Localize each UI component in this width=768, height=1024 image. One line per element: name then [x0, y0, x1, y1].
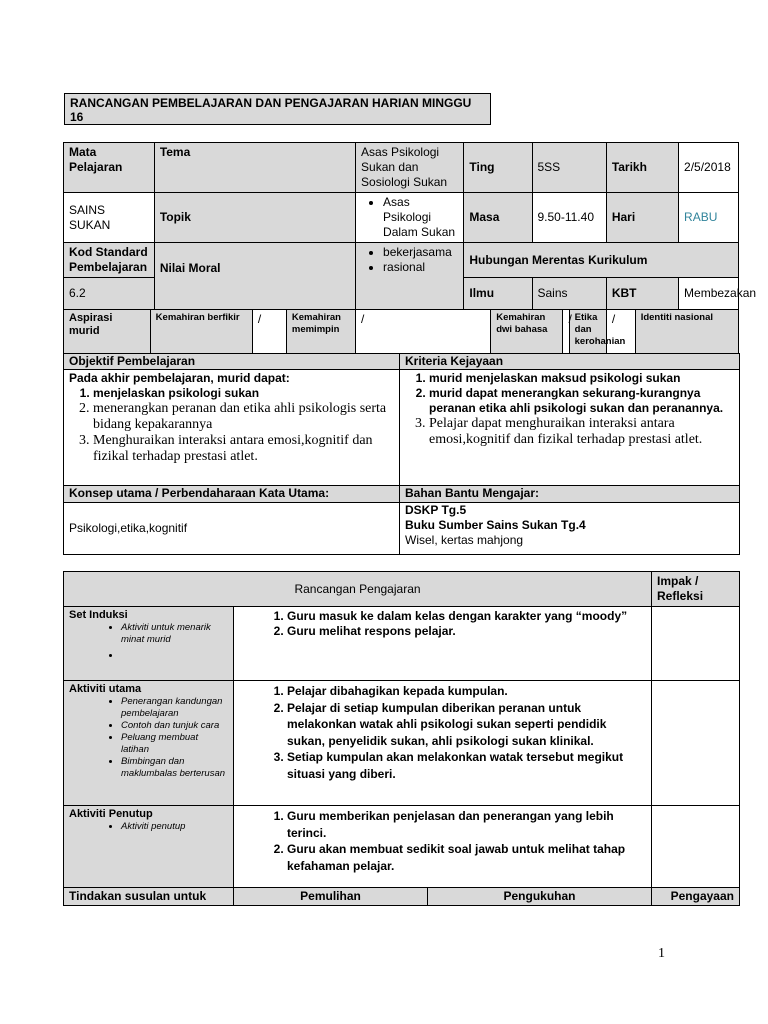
kod-label: Kod Standard Pembelajaran: [64, 243, 155, 278]
aktiviti-penutup-cell: [64, 806, 234, 888]
aktiviti-utama-bullet-3: • Peluang membuat latihan: [121, 732, 228, 756]
set-induksi-bullet-2: [121, 650, 228, 662]
aktiviti-utama-step-3: 3. Setiap kumpulan akan melakonkan watak tersebut megikut situasi yang diberi.: [287, 749, 646, 782]
aktiviti-utama-impak: [652, 681, 740, 806]
kriteria-heading: Kriteria Kejayaan: [400, 354, 740, 370]
aktiviti-penutup-impak: [652, 806, 740, 888]
pengayaan-label: Pengayaan: [652, 888, 740, 906]
rancangan-heading: Rancangan Pengajaran: [64, 572, 652, 607]
etika-label: Etika dan kerohanian: [569, 310, 606, 363]
hari-value: RABU: [679, 193, 739, 243]
pengukuhan-label: Pengukuhan: [428, 888, 652, 906]
bahan-cell: [400, 503, 740, 555]
set-induksi-steps: [234, 607, 652, 681]
set-induksi-step-1: 1. Guru masuk ke dalam kelas dengan karakter yang “moody”: [287, 609, 646, 624]
objektif-cell: [64, 370, 400, 486]
ilmu-label: Ilmu: [464, 278, 532, 310]
masa-label: Masa: [464, 193, 532, 243]
kriteria-item-1: 1. murid menjelaskan maksud psikologi sukan: [429, 371, 734, 386]
topik-cell: [356, 193, 464, 243]
ting-value: 5SS: [532, 143, 606, 193]
topik-label: Topik: [154, 193, 355, 243]
aktiviti-utama-bullet-4: • Bimbingan dan maklumbalas berterusan: [121, 756, 228, 780]
kemahiran-memimpin-label: Kemahiran memimpin: [286, 310, 355, 363]
aktiviti-penutup-steps: [234, 806, 652, 888]
tarikh-value: 2/5/2018: [679, 143, 739, 193]
aspirasi-label: Aspirasi murid: [64, 310, 151, 363]
objektif-table: [63, 353, 740, 555]
aktiviti-utama-steps: [234, 681, 652, 806]
aktiviti-utama-step-2: 2. Pelajar di setiap kumpulan diberikan peranan untuk melakonkan watak ahli psikologi sukan seperti pendidik sukan, penyelidik sukan, ahli psikologi sukan klinikal.: [287, 700, 646, 750]
bahan-item-2: Buku Sumber Sains Sukan Tg.4: [405, 518, 586, 532]
nilai-moral-label: Nilai Moral: [154, 243, 355, 310]
identiti-label: Identiti nasional: [635, 310, 738, 363]
aktiviti-penutup-step-1: 1. Guru memberikan penjelasan dan penerangan yang lebih terinci.: [287, 808, 646, 841]
kemahiran-dwi-mark: /: [563, 310, 569, 363]
kbt-value: Membezakan: [679, 278, 739, 310]
kriteria-cell: [400, 370, 740, 486]
set-induksi-step-2: 2. Guru melihat respons pelajar.: [287, 624, 646, 639]
set-induksi-impak: [652, 607, 740, 681]
aktiviti-utama-cell: [64, 681, 234, 806]
kbt-label: KBT: [606, 278, 678, 310]
objektif-item-2: 2. menerangkan peranan dan etika ahli psikologis serta bidang kepakarannya: [93, 401, 394, 433]
kriteria-item-2: 2. murid dapat menerangkan sekurang-kurangnya peranan etika ahli psikologi sukan dan peranannya.: [429, 386, 734, 416]
masa-value: 9.50-11.40: [532, 193, 606, 243]
bahan-item-3: Wisel, kertas mahjong: [405, 533, 524, 547]
etika-mark: /: [606, 310, 635, 363]
objektif-item-3: 3. Menghuraikan interaksi antara emosi,kognitif dan fizikal terhadap prestasi atlet.: [93, 433, 394, 465]
tema-value: Asas Psikologi Sukan dan Sosiologi Sukan: [356, 143, 464, 193]
subject-value: SAINS SUKAN: [64, 193, 155, 243]
page-number: 1: [658, 946, 665, 961]
bahan-heading: Bahan Bantu Mengajar:: [400, 486, 740, 503]
konsep-heading: Konsep utama / Perbendaharaan Kata Utama:: [64, 486, 400, 503]
kod-value: 6.2: [64, 278, 155, 310]
kriteria-item-3: 3. Pelajar dapat menghuraikan interaksi antara emosi,kognitif dan fizikal terhadap prestasi atlet.: [429, 416, 734, 448]
aktiviti-utama-label: Aktiviti utama: [69, 683, 142, 695]
objektif-heading: Objektif Pembelajaran: [64, 354, 400, 370]
pemulihan-label: Pemulihan: [234, 888, 428, 906]
objektif-item-1: 1. menjelaskan psikologi sukan: [93, 386, 394, 401]
set-induksi-cell: [64, 607, 234, 681]
aktiviti-utama-step-1: 1. Pelajar dibahagikan kepada kumpulan.: [287, 683, 646, 700]
hubungan-label: Hubungan Merentas Kurikulum: [464, 243, 739, 278]
mata-pelajaran-label: Mata Pelajaran: [64, 143, 155, 193]
tema-label: Tema: [154, 143, 355, 193]
konsep-value: Psikologi,etika,kognitif: [64, 503, 400, 555]
tindakan-label: Tindakan susulan untuk: [64, 888, 234, 906]
tarikh-label: Tarikh: [606, 143, 678, 193]
impak-heading: Impak / Refleksi: [652, 572, 740, 607]
kemahiran-dwi-label: Kemahiran dwi bahasa: [491, 310, 563, 363]
aktiviti-penutup-label: Aktiviti Penutup: [69, 808, 153, 820]
header-table: [63, 142, 757, 363]
rancangan-table: [63, 571, 740, 906]
nilai-item-1: • bekerjasama: [383, 245, 458, 260]
kemahiran-berfikir-mark: /: [252, 310, 286, 363]
set-induksi-bullet-1: • Aktiviti untuk menarik minat murid: [121, 622, 228, 646]
kemahiran-berfikir-label: Kemahiran berfikir: [150, 310, 252, 363]
aktiviti-penutup-step-2: 2. Guru akan membuat sedikit soal jawab untuk melihat tahap kefahaman pelajar.: [287, 841, 646, 874]
document-title: RANCANGAN PEMBELAJARAN DAN PENGAJARAN HARIAN MINGGU 16: [64, 93, 491, 125]
ting-label: Ting: [464, 143, 532, 193]
bahan-item-1: DSKP Tg.5: [405, 503, 467, 517]
kemahiran-memimpin-mark: /: [356, 310, 491, 363]
nilai-moral-cell: [356, 243, 464, 310]
topik-value: • Asas Psikologi Dalam Sukan: [383, 195, 458, 240]
aktiviti-penutup-bullet-1: • Aktiviti penutup: [121, 821, 228, 833]
objektif-intro: Pada akhir pembelajaran, murid dapat:: [69, 371, 290, 385]
aktiviti-utama-bullet-1: • Penerangan kandungan pembelajaran: [121, 696, 228, 720]
hari-label: Hari: [606, 193, 678, 243]
set-induksi-label: Set Induksi: [69, 609, 128, 621]
aktiviti-utama-bullet-2: • Contoh dan tunjuk cara: [121, 720, 228, 732]
nilai-item-2: • rasional: [383, 260, 458, 275]
ilmu-value: Sains: [532, 278, 606, 310]
